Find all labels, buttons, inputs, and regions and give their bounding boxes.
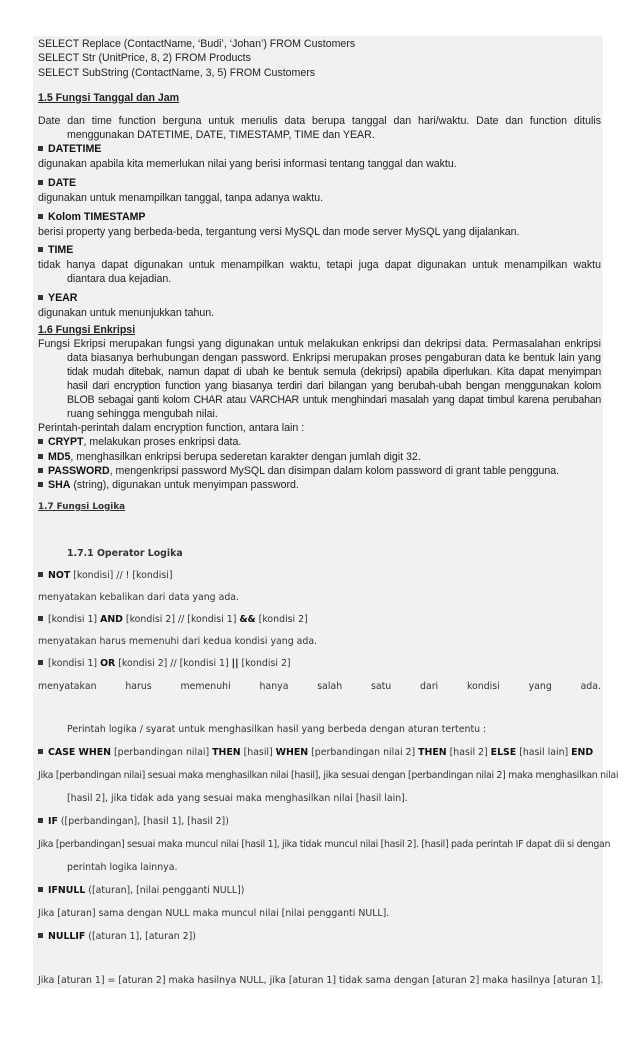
paragraph-line: ruang sehingga mengubah nilai. bbox=[67, 408, 218, 420]
sql-line: SELECT Str (UnitPrice, 8, 2) FROM Products bbox=[38, 52, 251, 64]
bullet-desc: digunakan untuk menampilkan tanggal, tanpa adanya waktu. bbox=[38, 192, 324, 204]
nullif-line: NULLIF ([aturan 1], [aturan 2]) bbox=[38, 931, 196, 942]
bullet-icon bbox=[38, 454, 43, 459]
bullet-term: Kolom TIMESTAMP bbox=[38, 211, 146, 223]
sql-line: SELECT SubString (ContactName, 3, 5) FROM Customers bbox=[38, 67, 316, 79]
bullet-icon bbox=[38, 468, 43, 473]
bullet-term: DATETIME bbox=[38, 143, 101, 155]
bullet-icon bbox=[38, 482, 43, 487]
operator-line: [kondisi 1] AND [kondisi 2] // [kondisi 1] && [kondisi 2] bbox=[38, 614, 308, 625]
bullet-icon bbox=[38, 616, 43, 621]
bullet-icon bbox=[38, 933, 43, 938]
operator-desc: menyatakan harus memenuhi hanya salah satu dari kondisi yang ada. bbox=[38, 681, 601, 692]
bullet-term: TIME bbox=[38, 244, 73, 256]
ifnull-line: IFNULL ([aturan], [nilai pengganti NULL]) bbox=[38, 885, 244, 896]
paragraph-line: Fungsi Ekripsi merupakan fungsi yang digunakan untuk melakukan enkripsi dan dekripsi data. Permasalahan enkripsi bbox=[38, 338, 601, 350]
perintah-intro: Perintah logika / syarat untuk menghasilkan hasil yang berbeda dengan aturan tertentu : bbox=[67, 724, 487, 735]
bullet-icon bbox=[38, 247, 43, 252]
paragraph-line: BLOB sebagai ganti kolom CHAR atau VARCHAR untuk menghindari masalah yang dapat timbul karena perubahan bbox=[67, 394, 601, 406]
bullet-icon bbox=[38, 818, 43, 823]
sql-line: SELECT Replace (ContactName, ‘Budi’, ‘Johan’) FROM Customers bbox=[38, 38, 356, 50]
if-desc: Jika [perbandingan] sesuai maka muncul nilai [hasil 1], jika tidak muncul nilai [hasil 2]. [hasil] pada perintah IF dapat dii si dengan bbox=[38, 839, 611, 850]
bullet-icon bbox=[38, 180, 43, 185]
section-heading: 1.6 Fungsi Enkripsi bbox=[38, 324, 136, 336]
commands-label: Perintah-perintah dalam encryption function, antara lain : bbox=[38, 422, 305, 434]
command-item: MD5, menghasilkan enkripsi berupa sederetan karakter dengan jumlah digit 32. bbox=[38, 451, 421, 463]
paragraph-line: menggunakan DATETIME, DATE, TIMESTAMP, TIME dan YEAR. bbox=[67, 129, 375, 141]
bullet-desc: digunakan apabila kita memerlukan nilai yang berisi informasi tentang tanggal dan waktu. bbox=[38, 158, 457, 170]
bullet-icon bbox=[38, 146, 43, 151]
operator-desc: menyatakan kebalikan dari data yang ada. bbox=[38, 592, 240, 603]
bullet-desc: diantara dua kejadian. bbox=[67, 273, 172, 285]
bullet-desc: berisi property yang berbeda-beda, tergantung versi MySQL dan mode server MySQL yang dijalankan. bbox=[38, 226, 520, 238]
bullet-desc: tidak hanya dapat digunakan untuk menampilkan waktu, tetapi juga dapat digunakan untuk menampilkan waktu bbox=[38, 259, 601, 271]
bullet-icon bbox=[38, 572, 43, 577]
if-desc: perintah logika lainnya. bbox=[67, 862, 178, 873]
bullet-icon bbox=[38, 660, 43, 665]
bullet-term: YEAR bbox=[38, 292, 77, 304]
bullet-icon bbox=[38, 439, 43, 444]
bullet-icon bbox=[38, 214, 43, 219]
ifnull-desc: Jika [aturan] sama dengan NULL maka muncul nilai [nilai pengganti NULL]. bbox=[38, 908, 390, 919]
paragraph-line: data biasanya berhubungan dengan password. Enkripsi merupakan proses pengaburan data ke bentuk lain yang bbox=[67, 352, 601, 364]
bullet-icon bbox=[38, 295, 43, 300]
bullet-term: DATE bbox=[38, 177, 76, 189]
section-heading: 1.7 Fungsi Logika bbox=[38, 502, 126, 512]
command-item: PASSWORD, mengenkripsi password MySQL dan disimpan dalam kolom password di grant table pengguna. bbox=[38, 465, 559, 477]
command-item: SHA (string), digunakan untuk menyimpan password. bbox=[38, 479, 299, 491]
operator-desc: menyatakan harus memenuhi dari kedua kondisi yang ada. bbox=[38, 636, 318, 647]
case-desc: [hasil 2], jika tidak ada yang sesuai maka menghasilkan nilai [hasil lain]. bbox=[67, 793, 408, 804]
paragraph-line: tidak mudah ditebak, namun dapat di ubah ke bentuk semula (dekripsi) apabila diperlukan. Kita dapat menyimpan bbox=[67, 366, 601, 378]
case-line: CASE WHEN [perbandingan nilai] THEN [hasil] WHEN [perbandingan nilai 2] THEN [hasil 2] ELSE [hasil lain] END bbox=[38, 747, 593, 758]
operator-line: NOT [kondisi] // ! [kondisi] bbox=[38, 570, 172, 581]
document-page bbox=[33, 36, 619, 988]
paragraph-line: hasil dari encryption function yang biasanya terdiri dari bilangan yang berubah-ubah bengan menggunakan kolom bbox=[67, 380, 601, 392]
section-heading: 1.5 Fungsi Tanggal dan Jam bbox=[38, 92, 180, 104]
bullet-icon bbox=[38, 749, 43, 754]
command-item: CRYPT, melakukan proses enkripsi data. bbox=[38, 436, 241, 448]
sub-heading: 1.7.1 Operator Logika bbox=[67, 548, 183, 559]
bullet-desc: digunakan untuk menunjukkan tahun. bbox=[38, 307, 215, 319]
paragraph-line: Date dan time function berguna untuk menulis data berupa tanggal dan hari/waktu. Date dan function ditulis bbox=[38, 115, 601, 127]
bullet-icon bbox=[38, 887, 43, 892]
if-line: IF ([perbandingan], [hasil 1], [hasil 2]) bbox=[38, 816, 229, 827]
operator-line: [kondisi 1] OR [kondisi 2] // [kondisi 1] || [kondisi 2] bbox=[38, 658, 291, 669]
case-desc: Jika [perbandingan nilai] sesuai maka menghasilkan nilai [hasil], jika sesuai dengan [perbandingan nilai 2] maka menghasilkan nilai bbox=[38, 770, 619, 781]
nullif-desc: Jika [aturan 1] = [aturan 2] maka hasilnya NULL, jika [aturan 1] tidak sama dengan [aturan 2] maka hasilnya [aturan 1]. bbox=[38, 975, 604, 986]
